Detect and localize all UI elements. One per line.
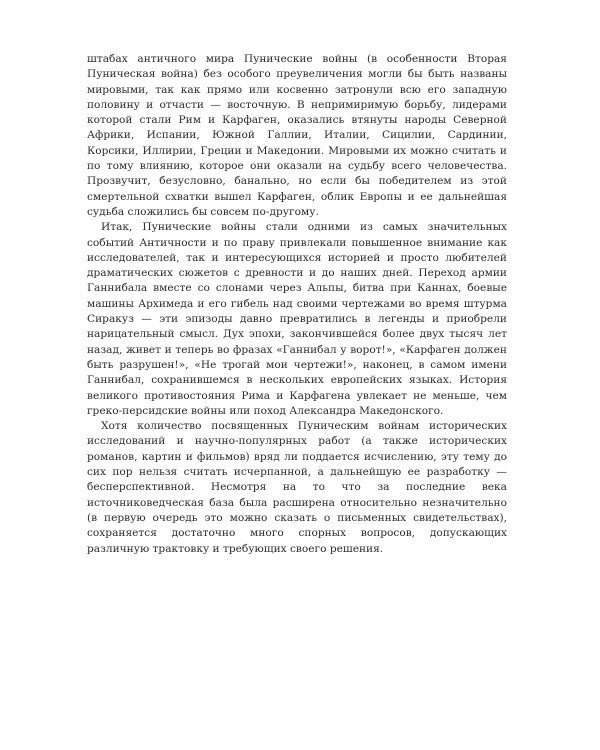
page-text-block [87, 52, 507, 557]
paragraph-2: Итак, Пунические войны стали одними из самых значительных событий Античности и по праву привлекали повышенное внимание как исследователей, так и интересующихся историей и просто любителей драматических сюжетов с древности и до наших дней. Переход армии Ганнибала вместе со слонами через Альпы, битва при Каннах, боевые машины Архимеда и его гибель над своими чертежами во время штурма Сиракуз — эти эпизоды давно превратились в легенды и приобрели нарицательный смысл. Дух эпохи, закончившейся более двух тысяч лет назад, живет и теперь во фразах «Ганнибал у ворот!», «Карфаген должен быть разрушен!», «Не трогай мои чертежи!», наконец, в самом имени Ганнибал, сохранившемся в нескольких европейских языках. История великого противостояния Рима и Карфагена увлекает не меньше, чем греко-персидские войны или поход Александра Македонского. [87, 221, 507, 417]
paragraph-1: штабах античного мира Пунические войны (в особенности Вторая Пуническая война) без особого преувеличения могли бы быть названы мировыми, так как прямо или косвенно затронули всю его западную половину и отчасти — восточную. В непримиримую борьбу, лидерами которой стали Рим и Карфаген, оказались втянуты народы Северной Африки, Испании, Южной Галлии, Италии, Сицилии, Сардинии, Корсики, Иллирии, Греции и Македонии. Мировыми их можно считать и по тому влиянию, которое они оказали на судьбу всего человечества. Прозвучит, безусловно, банально, но если бы победителем из этой смертельной схватки вышел Карфаген, облик Европы и ее дальнейшая судьба сложились бы совсем по-другому. [87, 53, 507, 218]
paragraph-3: Хотя количество посвященных Пуническим войнам исторических исследований и научно-популярных работ (а также исторических романов, картин и фильмов) вряд ли поддается исчислению, эту тему до сих пор нельзя считать исчерпанной, а дальнейшую ее разработку — бесперспективной. Несмотря на то что за последние века источниковедческая база была расширена относительно незначительно (в первую очередь это можно сказать о письменных свидетельствах), сохраняется достаточно много спорных вопросов, допускающих различную трактовку и требующих своего решения. [87, 420, 507, 555]
